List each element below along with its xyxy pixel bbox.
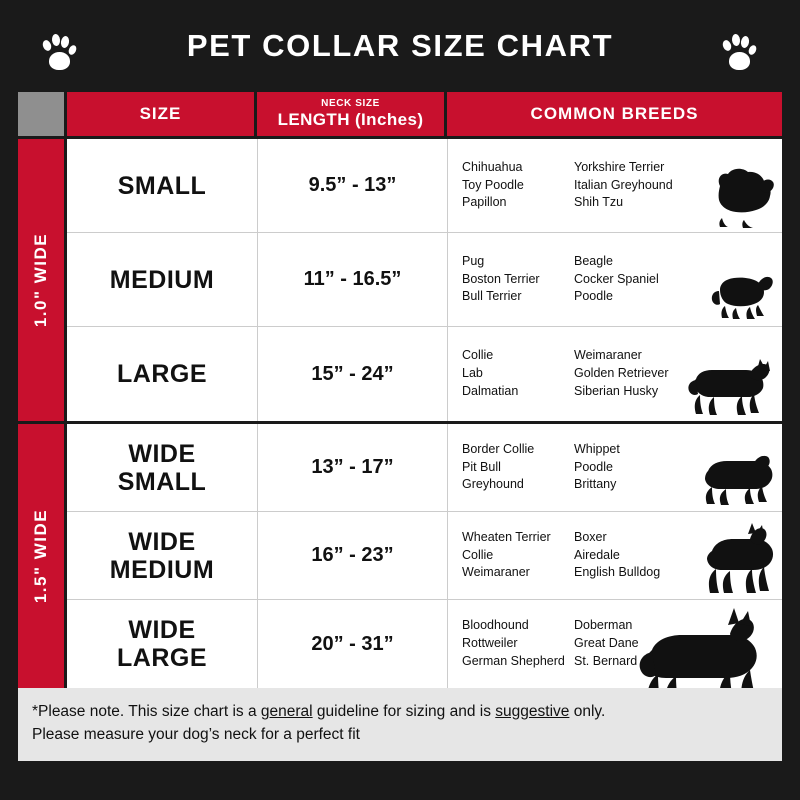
column-header-length: [254, 92, 444, 136]
group-label: [18, 424, 64, 688]
chart-header: [0, 0, 800, 92]
footer-line-2: Please measure your dog’s neck for a perfect fit: [32, 726, 360, 744]
breed-item: Pit Bull: [462, 459, 501, 474]
group-label-text: 1.0" WIDE: [31, 232, 50, 328]
breed-item: Wheaten Terrier: [462, 529, 551, 544]
breed-item: Collie: [462, 348, 494, 363]
breed-item: Weimaraner: [574, 348, 642, 363]
breed-item: Siberian Husky: [574, 383, 659, 398]
paw-icon: [720, 30, 760, 72]
breed-item: Whippet: [574, 441, 620, 456]
breed-item: Toy Poodle: [462, 177, 524, 192]
breed-list-col1: [462, 529, 574, 582]
footer-note: [18, 688, 782, 761]
breed-item: Shih Tzu: [574, 195, 624, 210]
cell-length: 13” - 17”: [257, 424, 447, 511]
breed-item: Poodle: [574, 459, 613, 474]
breed-list-col1: [462, 159, 574, 212]
breed-item: Italian Greyhound: [574, 177, 673, 192]
page-title: PET COLLAR SIZE CHART: [186, 28, 614, 63]
breed-item: English Bulldog: [574, 565, 661, 580]
table-row: [67, 233, 782, 327]
breed-list-col2: [574, 253, 694, 306]
column-header-length-sublabel: NECK SIZE: [321, 98, 380, 110]
breed-item: Yorkshire Terrier: [574, 159, 665, 174]
paw-icon: [40, 30, 80, 72]
table-row: [67, 600, 782, 688]
cell-size: WIDE LARGE: [117, 616, 207, 672]
footer-text-b: guideline for sizing and is: [312, 703, 496, 720]
breed-list-col1: [462, 441, 574, 494]
column-header-length-main: LENGTH (Inches): [277, 109, 424, 129]
breed-list-col2: [574, 617, 694, 670]
breed-item: Chihuahua: [462, 159, 523, 174]
breed-item: Papillon: [462, 195, 507, 210]
breed-item: Doberman: [574, 618, 633, 633]
cell-length: 16” - 23”: [257, 512, 447, 599]
corner-cell: [18, 92, 64, 136]
breed-item: St. Bernard: [574, 653, 638, 668]
breed-item: Golden Retriever: [574, 366, 669, 381]
breed-item: Cocker Spaniel: [574, 271, 659, 286]
breed-item: Great Dane: [574, 636, 639, 651]
cell-size: MEDIUM: [109, 265, 215, 294]
cell-breeds: [447, 600, 782, 688]
group-1-5-wide: [18, 421, 782, 688]
cell-breeds: [447, 512, 782, 599]
table-row: [67, 424, 782, 512]
group-label: [18, 139, 64, 421]
table-header-row: [18, 92, 782, 136]
beagle-silhouette: [702, 266, 776, 324]
cell-size: LARGE: [117, 360, 207, 388]
breed-list-col2: [574, 441, 694, 494]
group-1-0-wide: [18, 136, 782, 421]
breed-item: Airedale: [574, 547, 620, 562]
breed-item: Pug: [462, 253, 485, 268]
small-fluffy-dog-silhouette: [698, 168, 776, 230]
table-row: [67, 327, 782, 421]
breed-item: Boston Terrier: [462, 271, 540, 286]
breed-item: Lab: [462, 366, 483, 381]
table-row: [67, 139, 782, 233]
breed-list-col1: [462, 253, 574, 306]
column-header-breeds: COMMON BREEDS: [444, 92, 782, 136]
footer-underline-suggestive: suggestive: [495, 703, 570, 720]
cell-breeds: [447, 327, 782, 421]
breed-item: Greyhound: [462, 477, 524, 492]
breed-list-col2: [574, 159, 694, 212]
breed-item: German Shepherd: [462, 653, 565, 668]
cell-length: 11” - 16.5”: [257, 233, 447, 326]
breed-item: Weimaraner: [462, 565, 530, 580]
size-table: [18, 92, 782, 688]
cell-size: WIDE MEDIUM: [109, 527, 215, 584]
breed-item: Collie: [462, 547, 494, 562]
cell-breeds: [447, 424, 782, 511]
breed-item: Dalmatian: [462, 383, 519, 398]
cell-breeds: [447, 139, 782, 232]
boxer-silhouette: [690, 521, 776, 597]
breed-list-col2: [574, 347, 694, 400]
breed-item: Poodle: [574, 289, 613, 304]
table-row: [67, 512, 782, 600]
breed-item: Border Collie: [462, 441, 535, 456]
group-label-text: 1.5" WIDE: [31, 508, 50, 604]
breed-item: Rottweiler: [462, 636, 518, 651]
cell-breeds: [447, 233, 782, 326]
cell-length: 20” - 31”: [257, 600, 447, 688]
cell-length: 15” - 24”: [257, 327, 447, 421]
cell-length: 9.5” - 13”: [257, 139, 447, 232]
breed-item: Brittany: [574, 477, 617, 492]
breed-list-col1: [462, 347, 574, 400]
cell-size: SMALL: [117, 171, 207, 200]
cell-size: WIDE SMALL: [117, 439, 207, 496]
breed-item: Beagle: [574, 253, 613, 268]
footer-text-c: only.: [569, 703, 606, 720]
breed-list-col2: [574, 529, 694, 582]
footer-text-a: *Please note. This size chart is a: [32, 703, 261, 720]
breed-list-col1: [462, 617, 574, 670]
footer-underline-general: general: [260, 703, 313, 720]
breed-item: Bloodhound: [462, 618, 529, 633]
breed-item: Bull Terrier: [462, 289, 522, 304]
breed-item: Boxer: [574, 529, 607, 544]
large-dog-silhouette: [684, 353, 776, 419]
bulldog-silhouette: [692, 449, 776, 509]
column-header-size: SIZE: [64, 92, 254, 136]
